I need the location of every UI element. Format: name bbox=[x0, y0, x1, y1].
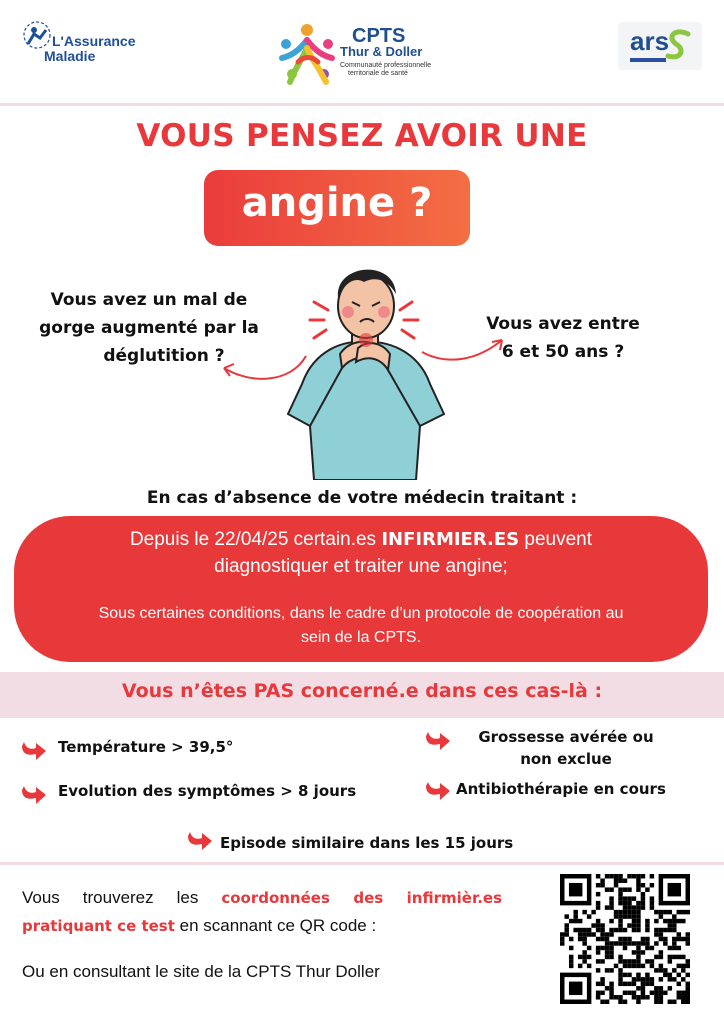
qr-instructions-a: Vous trouverez les bbox=[22, 888, 222, 907]
question-age-line1: Vous avez entre bbox=[486, 314, 640, 334]
bottom-divider bbox=[0, 862, 724, 865]
qr-instructions bbox=[22, 884, 502, 940]
ars-flag-bar bbox=[630, 58, 666, 62]
assurance-maladie-line2: Maladie bbox=[44, 48, 96, 64]
headline-question: VOUS PENSEZ AVOIR UNE bbox=[136, 118, 588, 154]
qr-instructions-line1 bbox=[22, 884, 502, 912]
exclusion-pregnancy bbox=[456, 726, 676, 770]
exclusion-evolution: Evolution des symptômes > 8 jours bbox=[58, 782, 357, 800]
ars-logo bbox=[618, 22, 702, 70]
question-sore-throat-line2: gorge augmenté par la bbox=[39, 318, 259, 338]
curved-arrow-icon bbox=[424, 730, 452, 752]
angine-highlight-box: angine ? bbox=[204, 170, 470, 246]
info-box-line1-a: Depuis le 22/04/25 certain.es bbox=[129, 529, 382, 550]
curved-arrow-icon bbox=[20, 784, 48, 806]
info-box-line2: diagnostiquer et traiter une angine; bbox=[214, 556, 508, 577]
assurance-maladie-emblem-icon bbox=[22, 20, 52, 50]
exclusion-pregnancy-line1: Grossesse avérée ou bbox=[478, 728, 654, 746]
info-box-conditions bbox=[14, 602, 708, 650]
sore-throat-person-illustration bbox=[284, 254, 446, 480]
qr-instructions-highlight2: pratiquant ce test bbox=[22, 917, 175, 935]
qr-instructions-highlight1: coordonnées des infirmièr.es bbox=[221, 889, 502, 907]
question-sore-throat-line3: déglutition ? bbox=[103, 346, 225, 366]
info-box-line4: sein de la CPTS. bbox=[300, 629, 422, 646]
curved-arrow-icon bbox=[424, 780, 452, 802]
exclusion-antibiotics: Antibiothérapie en cours bbox=[456, 780, 666, 798]
cpts-subtitle: Thur & Doller bbox=[340, 44, 423, 59]
question-sore-throat-line1: Vous avez un mal de bbox=[50, 290, 248, 310]
curved-arrow-icon bbox=[20, 740, 48, 762]
exclusion-temperature: Température > 39,5° bbox=[58, 738, 234, 756]
ars-wordmark: ars bbox=[630, 26, 670, 56]
qr-instructions-line2 bbox=[22, 912, 502, 940]
info-box bbox=[14, 516, 708, 662]
question-age-line2: 6 et 50 ans ? bbox=[501, 342, 625, 362]
qr-code[interactable] bbox=[560, 874, 690, 1004]
header-divider bbox=[0, 103, 724, 106]
exclusions-title: Vous n’êtes PAS concerné.e dans ces cas-là : bbox=[121, 680, 603, 702]
exclusion-pregnancy-line2: non exclue bbox=[520, 750, 612, 768]
absence-heading: En cas d’absence de votre médecin traitant : bbox=[146, 488, 578, 508]
cpts-people-emblem-icon bbox=[276, 22, 338, 88]
ars-s-swoosh-icon bbox=[664, 28, 694, 62]
cpts-logo bbox=[276, 22, 466, 96]
curved-arrow-icon bbox=[186, 830, 214, 852]
cpts-caption-line1: Communauté professionnelle bbox=[340, 62, 432, 69]
info-box-line1 bbox=[14, 526, 708, 553]
info-box-main bbox=[14, 526, 708, 580]
assurance-maladie-line1: L'Assurance bbox=[52, 33, 136, 49]
cpts-caption-line2: territoriale de santé bbox=[348, 70, 408, 77]
cpts-title: CPTS bbox=[352, 25, 406, 47]
info-box-line1-c: peuvent bbox=[519, 529, 593, 550]
info-box-line3: Sous certaines conditions, dans le cadre d’un protocole de coopération au bbox=[98, 605, 624, 622]
website-hint: Ou en consultant le site de la CPTS Thur Doller bbox=[22, 962, 380, 981]
info-box-nurses-emphasis: INFIRMIER.ES bbox=[381, 529, 520, 550]
exclusion-episode: Episode similaire dans les 15 jours bbox=[220, 834, 514, 852]
assurance-maladie-logo bbox=[22, 18, 136, 68]
qr-instructions-d: en scannant ce QR code : bbox=[174, 916, 377, 935]
